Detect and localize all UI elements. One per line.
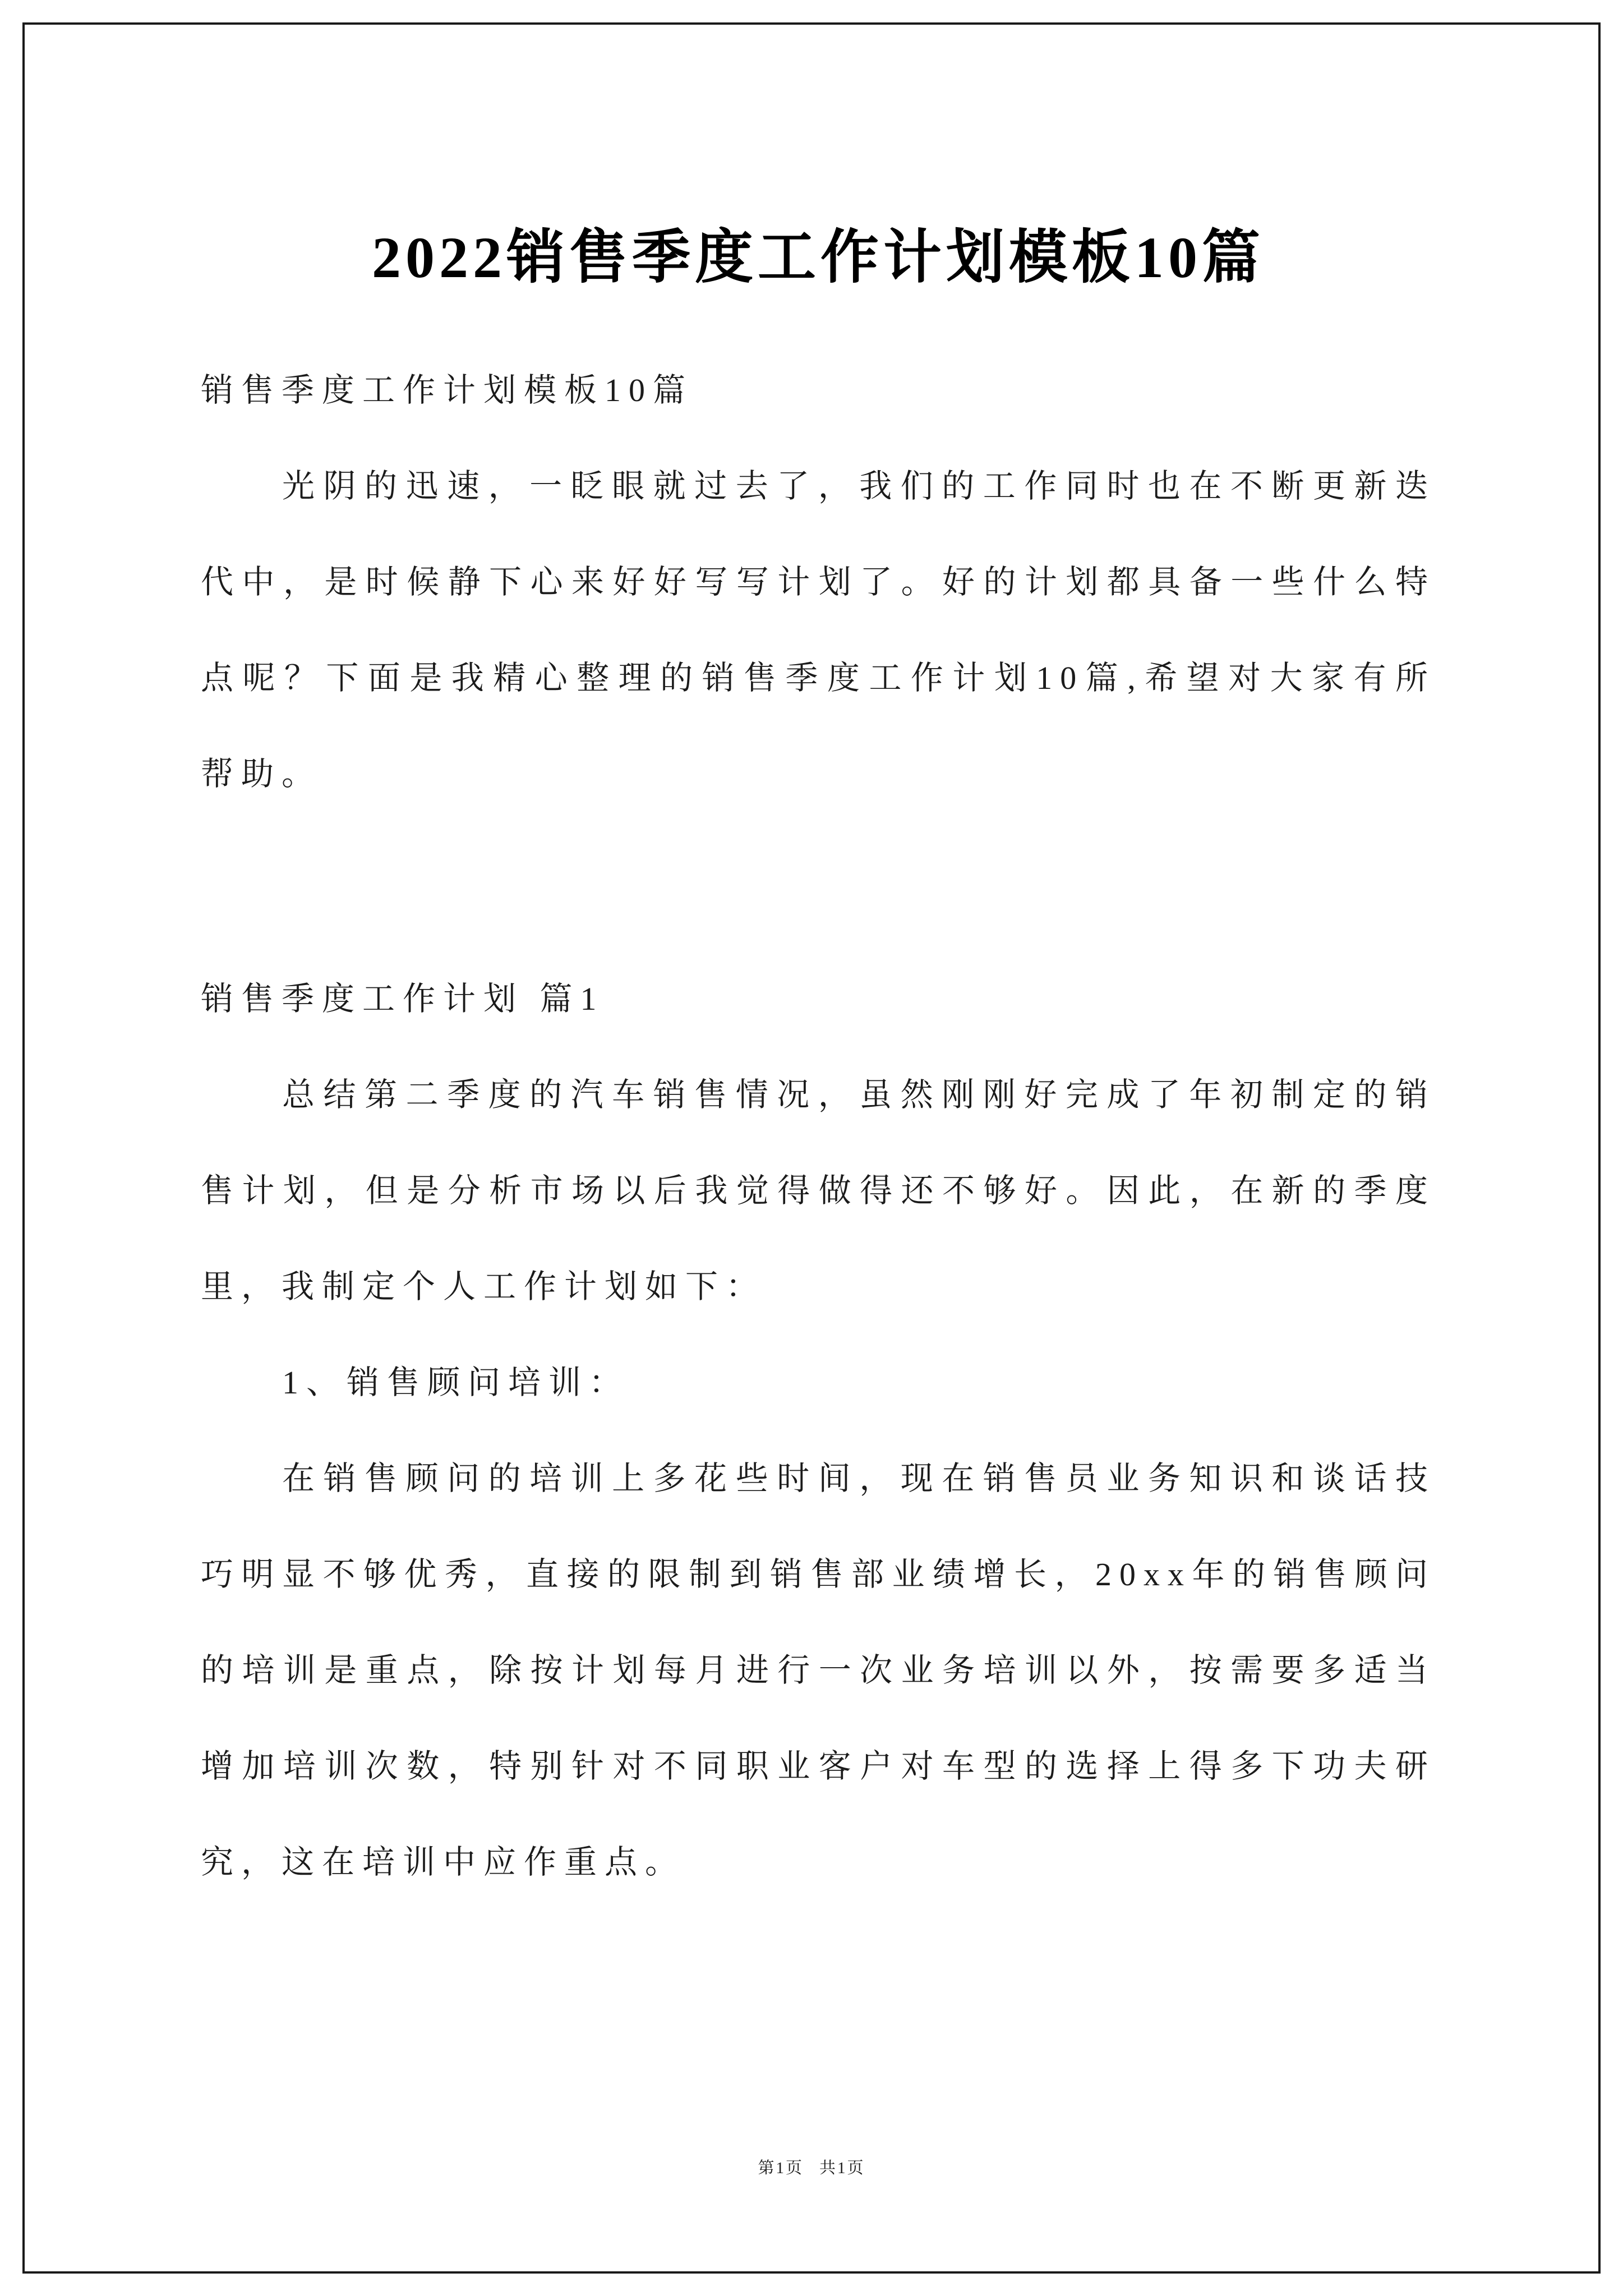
paragraph-subtitle: 销售季度工作计划模板10篇 bbox=[201, 372, 694, 408]
paragraph-spacer bbox=[201, 822, 1436, 951]
paragraph-intro: 光阴的迅速，一眨眼就过去了，我们的工作同时也在不断更新迭代中，是时候静下心来好好写写计划了。好的计划都具备一些什么特点呢？下面是我精心整理的销售季度工作计划10篇,希望对大家有所帮助。 bbox=[201, 468, 1436, 792]
paragraph-list-item: 1、销售顾问培训： bbox=[282, 1364, 630, 1401]
section-heading: 销售季度工作计划 篇1 bbox=[201, 981, 605, 1017]
page-count: 共1页 bbox=[819, 2159, 865, 2177]
page-number: 第1页 bbox=[758, 2159, 804, 2177]
page-footer bbox=[0, 2155, 1623, 2178]
paragraph-summary: 总结第二季度的汽车销售情况，虽然刚刚好完成了年初制定的销售计划，但是分析市场以后我觉得做得还不够好。因此，在新的季度里，我制定个人工作计划如下： bbox=[201, 1076, 1436, 1305]
document-title: 2022销售季度工作计划模板10篇 bbox=[371, 226, 1265, 290]
paragraph-training: 在销售顾问的培训上多花些时间，现在销售员业务知识和谈话技巧明显不够优秀，直接的限制到销售部业绩增长，20xx年的销售顾问的培训是重点，除按计划每月进行一次业务培训以外，按需要多适当增加培训次数，特别针对不同职业客户对车型的选择上得多下功夫研究，这在培训中应作重点。 bbox=[201, 1460, 1436, 1880]
